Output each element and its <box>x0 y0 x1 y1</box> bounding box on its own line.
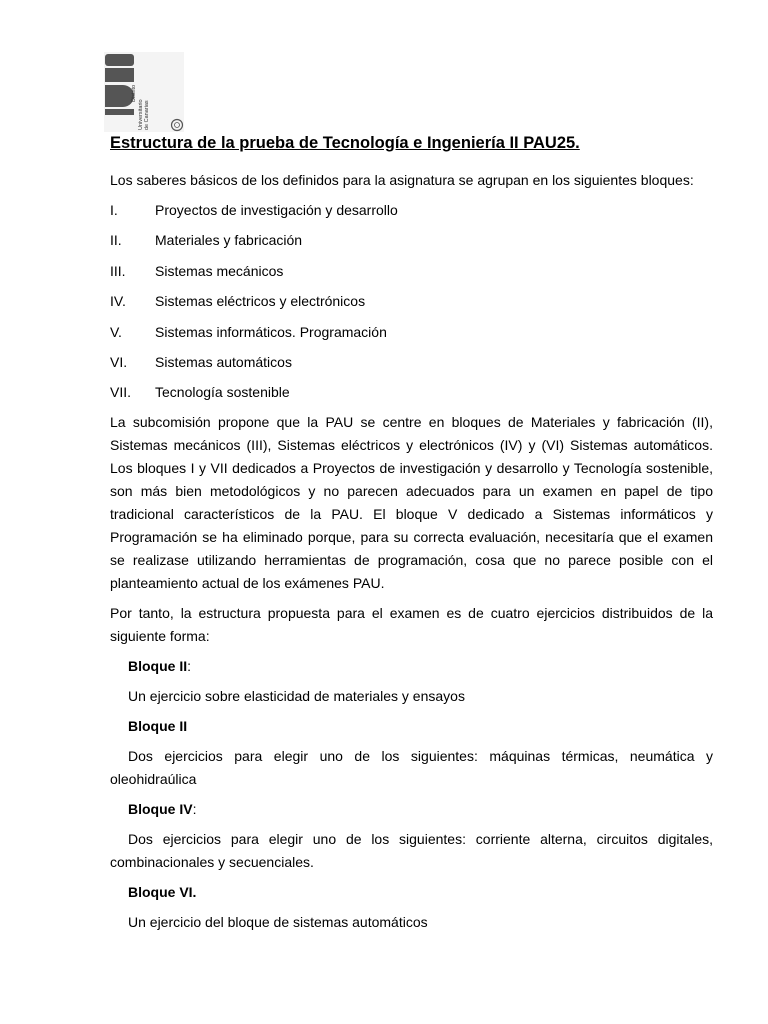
list-item <box>110 260 713 290</box>
proposal-paragraph: La subcomisión propone que la PAU se centre en bloques de Materiales y fabricación (II), Sistemas mecánicos (III), Sistemas eléctricos y electrónicos (IV) y (VI) Sistemas automáticos. Los bloques I y VII dedicados a Proyectos de investigación y desarrollo y Tecnología sostenible, son más bien metodológicos y no parecen adecuados para un examen en papel de tipo tradicional característicos de la PAU. El bloque V dedicado a Sistemas informáticos y Programación se ha eliminado porque, para su correcta evaluación, necesitaría que el examen se realizase utilizando herramientas de programación, cosa que no parece posible con el planteamiento actual de los exámenes PAU. <box>110 414 713 592</box>
list-item <box>110 290 713 320</box>
list-item-label: Sistemas automáticos <box>155 353 292 370</box>
section-description: Un ejercicio sobre elasticidad de materiales y ensayos <box>128 688 465 705</box>
list-item-label: Sistemas mecánicos <box>155 262 284 279</box>
section-heading-text: Bloque II <box>128 658 188 675</box>
list-item <box>110 381 713 404</box>
list-item <box>110 321 713 351</box>
list-item-number: VI. <box>110 353 128 370</box>
section-description: Dos ejercicios para elegir uno de los siguientes: corriente alterna, circuitos digitales, combinacionales y secuenciales. <box>110 831 713 871</box>
list-item-number: III. <box>110 262 126 279</box>
list-item-label: Sistemas eléctricos y electrónicos <box>155 293 366 310</box>
logo-text-2: Universitario <box>138 99 144 130</box>
logo-text-1: Distrito <box>131 84 137 102</box>
section-heading <box>110 881 713 904</box>
section-heading <box>110 655 713 678</box>
section-description: Un ejercicio del bloque de sistemas automáticos <box>128 914 428 931</box>
duc-logo-graphic <box>104 52 184 132</box>
list-item-label: Materiales y fabricación <box>155 232 303 249</box>
intro-paragraph: Los saberes básicos de los definidos para la asignatura se agrupan en los siguientes bloques: <box>110 172 694 188</box>
section-heading <box>110 798 713 821</box>
list-item <box>110 351 713 381</box>
section-description: Dos ejercicios para elegir uno de los siguientes: máquinas térmicas, neumática y oleohidraúlica <box>110 748 713 788</box>
section-heading-text: Bloque VI. <box>128 884 197 901</box>
list-item-number: V. <box>110 323 122 340</box>
section-heading <box>110 715 713 738</box>
list-item-label: Proyectos de investigación y desarrollo <box>155 202 398 218</box>
list-item-number: I. <box>110 202 118 218</box>
list-item-label: Sistemas informáticos. Programación <box>155 323 387 340</box>
duc-logo <box>104 52 184 132</box>
list-item <box>110 229 713 259</box>
section-heading-text: Bloque IV <box>128 801 193 818</box>
section-heading-suffix: : <box>192 801 197 818</box>
logo-text-3: de Canarias <box>144 100 150 130</box>
list-item-number: II. <box>110 232 122 249</box>
list-item-number: IV. <box>110 293 126 310</box>
structure-paragraph: Por tanto, la estructura propuesta para el examen es de cuatro ejercicios distribuidos de la siguiente forma: <box>110 605 713 645</box>
list-item-label: Tecnología sostenible <box>155 384 290 401</box>
document-body <box>110 130 713 941</box>
section-heading-text: Bloque II <box>128 718 188 735</box>
page-title: Estructura de la prueba de Tecnología e Ingeniería II PAU25. <box>110 134 580 152</box>
blocks-list <box>110 199 713 404</box>
list-item-number: VII. <box>110 384 132 401</box>
list-item <box>110 199 713 229</box>
section-heading-suffix: : <box>187 658 192 675</box>
